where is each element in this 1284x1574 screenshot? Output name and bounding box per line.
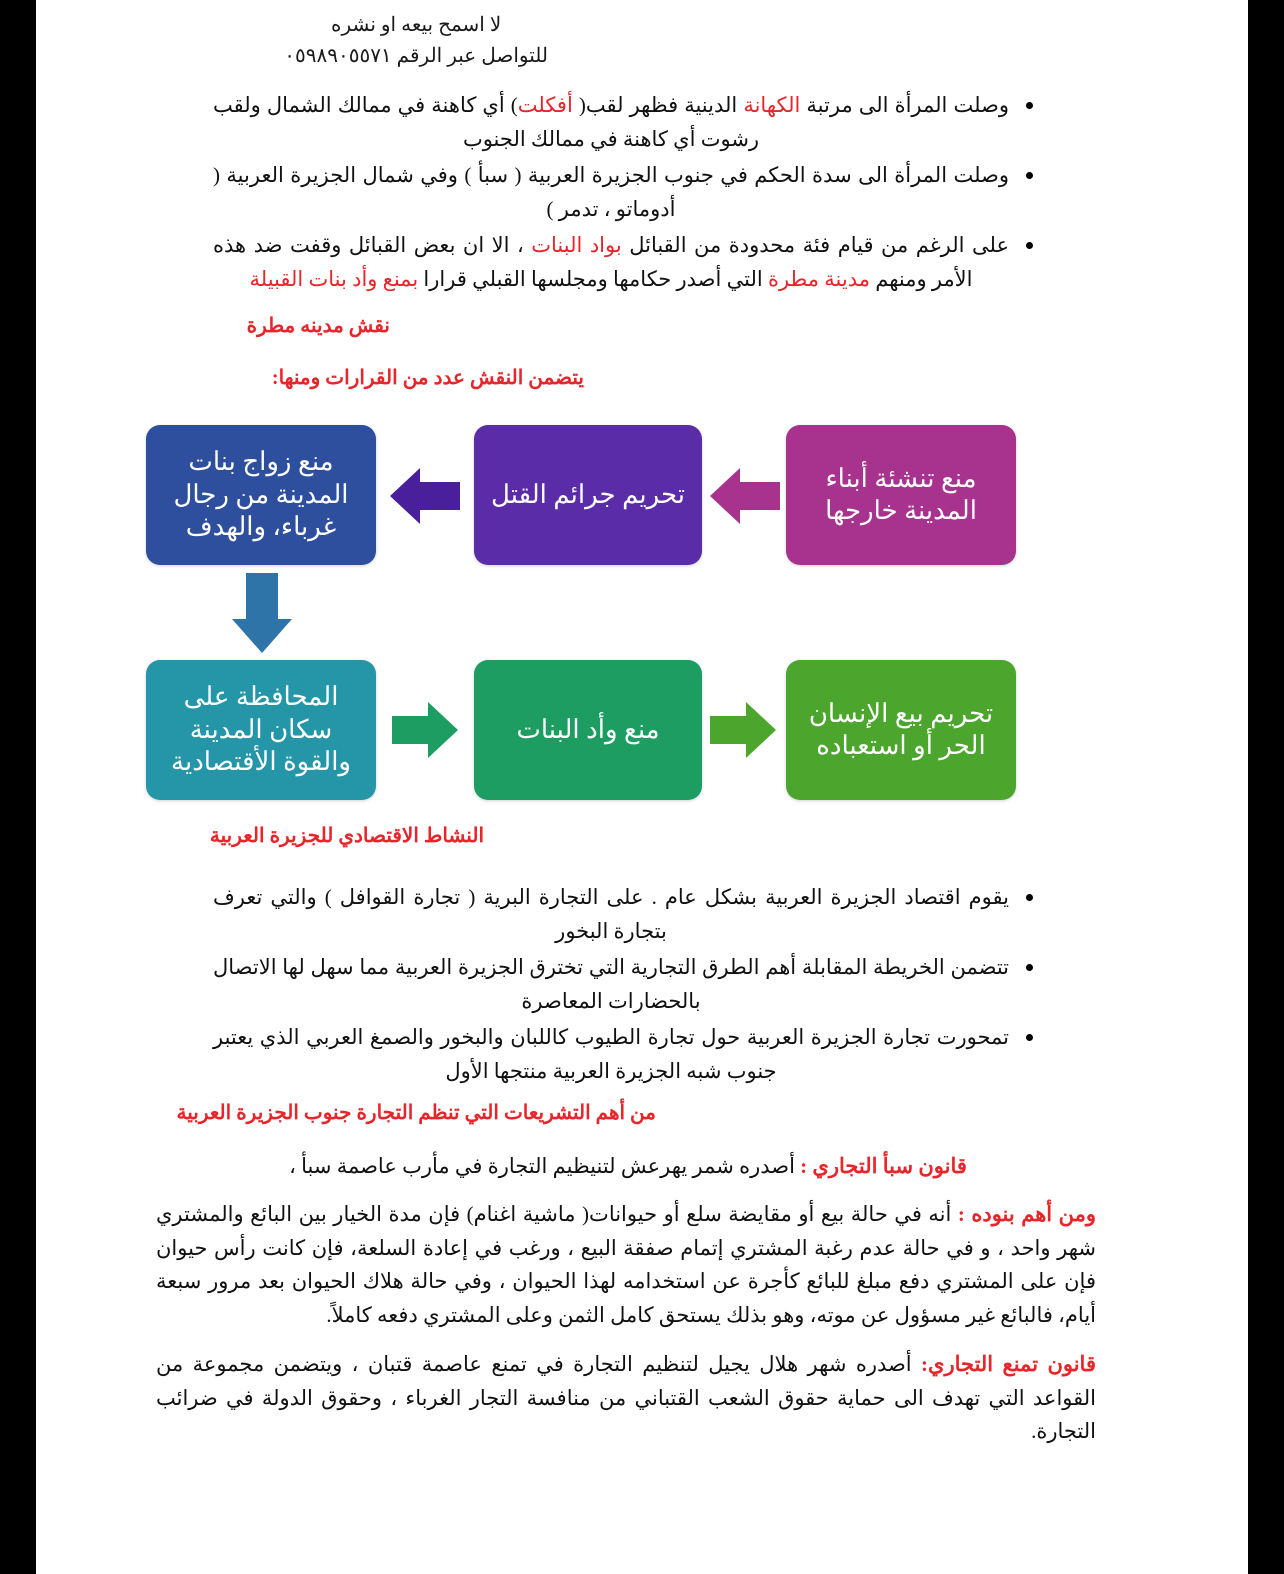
flow-box-forbid-murder[interactable]: [474, 425, 702, 565]
bullet-text: الدينية فظهر لقب(: [572, 93, 744, 117]
law-terms-body: أنه في حالة بيع أو مقايضة سلع أو حيوانات( ماشية اغنام) فإن مدة الخيار بين البائع والمشتري شهر واحد ، و في حالة عدم رغبة المشتري إتمام صفقة البيع ، ورغب في إعادة السلعة، فإن كانت رأس حيوان فإن على المشتري دفع مبلغ للبائع كأجرة عن استخدامه لهذا الحيوان ، وفي حالة هلاك الحيوان بعد مرور سبعة أيام، فالبائع غير مسؤول عن موته، وهو بذلك يستحق كامل الثمن وعلى المشتري دفعه كاملاً.: [156, 1202, 1096, 1327]
paragraph-law-terms: [156, 1198, 1096, 1332]
list-item: [213, 950, 1043, 1018]
bullet-highlight: الكهانة: [743, 93, 801, 117]
list-item: [213, 158, 1043, 226]
bullet-text: تمحورت تجارة الجزيرة العربية حول تجارة الطيوب كاللبان والبخور والصمغ العربي الذي يعتبر جنوب شبه الجزيرة العربية منتجها الأول: [213, 1025, 1009, 1084]
flow-box-label: منع زواج بنات المدينة من رجال غرباء، والهدف: [173, 447, 349, 542]
arrow-right-green-2-icon: [710, 700, 776, 760]
flow-box-preserve-population[interactable]: [146, 660, 376, 800]
bullet-text: يقوم اقتصاد الجزيرة العربية بشكل عام . على التجارة البرية ( تجارة القوافل ) والتي تعرف بتجارة البخور: [213, 885, 1009, 944]
bullet-text: ) أي كاهنة في ممالك الشمال ولقب رشوت أي كاهنة في ممالك الجنوب: [213, 93, 760, 152]
flow-box-prevent-marriage-strangers[interactable]: [146, 425, 376, 565]
document-header: [284, 10, 548, 72]
decisions-flowchart: [36, 415, 1248, 800]
bullet-text: التي أصدر حكامها ومجلسها القبلي قرارا: [418, 267, 768, 292]
heading-economic-activity: النشاط الاقتصادي للجزيرة العربية: [209, 825, 484, 847]
flow-box-forbid-slavery[interactable]: [786, 660, 1016, 800]
heading-legislation: من أهم التشريعات التي تنظم التجارة جنوب الجزيرة العربية: [176, 1102, 656, 1124]
bullet-text: على الرغم من قيام فئة محدودة من القبائل: [621, 233, 1009, 258]
list-item: [213, 1020, 1043, 1088]
law-qataban-body: أصدره شهر هلال يجيل لتنظيم التجارة في تمنع عاصمة قتبان ، ويتضمن مجموعة من القواعد التي تهدف الى حماية حقوق الشعب القتباني من منافسة التجار الغرباء ، وحقوق الدولة في ضرائب التجارة.: [156, 1352, 1096, 1444]
bullet-highlight: مدينة مطرة: [767, 267, 870, 292]
header-line-2: للتواصل عبر الرقم ٠٥٩٨٩٠٥٥٧١: [284, 45, 548, 67]
law-terms-title: ومن أهم بنوده :: [957, 1202, 1097, 1226]
bullet-list-top: [213, 88, 1043, 298]
law-saba-body: أصدره شمر يهرعش لتنيظيم التجارة في مأرب عاصمة سبأ ،: [289, 1154, 801, 1178]
bullet-highlight: بمنع وأد بنات القبيلة: [249, 267, 419, 292]
list-item: [213, 880, 1043, 948]
flow-box-prevent-infanticide[interactable]: [474, 660, 702, 800]
bullet-list-economy: [213, 880, 1043, 1090]
flow-box-prevent-raising-outside[interactable]: [786, 425, 1016, 565]
flow-box-label: تحريم بيع الإنسان الحر أو استعباده: [808, 698, 994, 760]
law-saba-title: قانون سبأ التجاري :: [800, 1154, 967, 1178]
paragraph-law-saba: [213, 1150, 1043, 1184]
bullet-highlight: بواد البنات: [531, 233, 622, 258]
bullet-text: وصلت المرأة الى مرتبة: [800, 93, 1010, 117]
header-line-1: لا اسمح بيعه او نشره: [330, 14, 502, 36]
bullet-text: تتضمن الخريطة المقابلة أهم الطرق التجارية التي تخترق الجزيرة العربية مما سهل لها الاتصال بالحضارات المعاصرة: [213, 955, 1009, 1014]
flow-box-label: تحريم جرائم القتل: [491, 479, 685, 509]
heading-decisions: يتضمن النقش عدد من القرارات ومنها:: [271, 367, 584, 389]
arrow-down-blue-icon: [226, 573, 298, 653]
flow-box-label: منع وأد البنات: [516, 714, 660, 744]
heading-inscription: نقش مدينه مطرة: [246, 315, 390, 337]
flow-box-label: المحافظة على سكان المدينة والقوة الأقتصادية: [171, 682, 351, 777]
flow-box-label: منع تنشئة أبناء المدينة خارجها: [825, 463, 977, 525]
bullet-highlight: أفكلت: [517, 93, 573, 117]
bullet-text: وصلت المرأة الى سدة الحكم في جنوب الجزيرة العربية ( سبأ ) وفي شمال الجزيرة العربية ( أدوماتو ، تدمر ): [213, 163, 1009, 222]
list-item: [213, 88, 1043, 156]
arrow-left-purple-icon: [390, 465, 460, 527]
list-item: [213, 228, 1043, 296]
bullet-text: ، الا ان بعض القبائل وقفت ضد هذه الأمر ومنهم: [213, 233, 973, 292]
arrow-left-magenta-icon: [710, 465, 780, 527]
document-page: [36, 0, 1248, 1574]
arrow-right-green-1-icon: [392, 700, 458, 760]
paragraph-law-qataban: [156, 1348, 1096, 1449]
law-qataban-title: قانون تمنع التجاري:: [921, 1352, 1096, 1376]
